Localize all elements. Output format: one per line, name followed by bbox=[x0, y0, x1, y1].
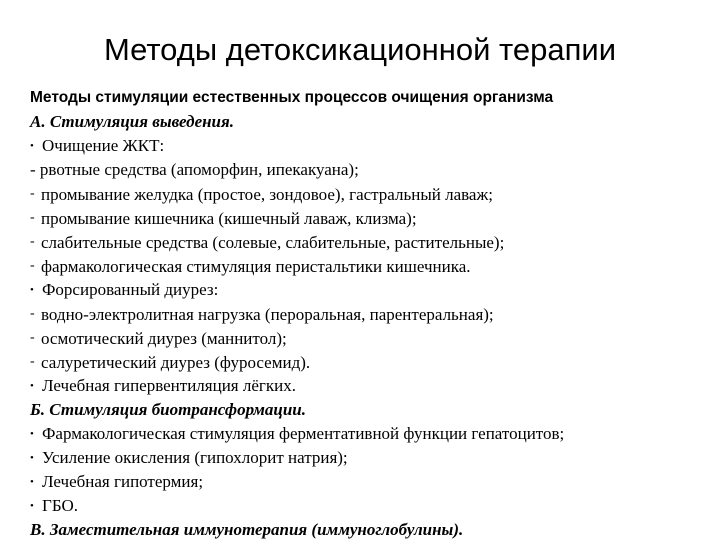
bullet-icon: • bbox=[30, 380, 34, 392]
slide-content bbox=[30, 86, 710, 540]
list-item bbox=[30, 470, 710, 494]
list-item bbox=[30, 230, 710, 254]
section-c-heading: В. Заместительная иммунотерапия (иммуноглобулины). bbox=[30, 520, 464, 539]
list-item bbox=[30, 134, 710, 158]
list-item-text: промывание кишечника (кишечный лаваж, клизма); bbox=[41, 209, 417, 228]
list-item-text: ГБО. bbox=[42, 496, 79, 515]
list-item-text: промывание желудка (простое, зондовое), гастральный лаваж; bbox=[41, 185, 493, 204]
list-item-text: - рвотные средства (апоморфин, ипекакуана); bbox=[30, 160, 359, 179]
dash-icon: - bbox=[30, 258, 35, 273]
list-item-text: Очищение ЖКТ: bbox=[42, 136, 165, 155]
list-item bbox=[30, 422, 710, 446]
dash-icon: - bbox=[30, 210, 35, 225]
dash-icon: - bbox=[30, 234, 35, 249]
dash-icon: - bbox=[30, 186, 35, 201]
list-item bbox=[30, 158, 710, 182]
list-item-text: Лечебная гипервентиляция лёгких. bbox=[42, 376, 296, 395]
list-item bbox=[30, 206, 710, 230]
list-item-text: Усиление окисления (гипохлорит натрия); bbox=[42, 448, 348, 467]
list-item bbox=[30, 182, 710, 206]
dash-icon: - bbox=[30, 354, 35, 369]
bullet-icon: • bbox=[30, 284, 34, 296]
list-item-text: Фармакологическая стимуляция ферментативной функции гепатоцитов; bbox=[42, 424, 565, 443]
section-b-heading: Б. Стимуляция биотрансформации. bbox=[30, 400, 306, 419]
bullet-icon: • bbox=[30, 140, 34, 152]
content-heading: Методы стимуляции естественных процессов очищения организма bbox=[30, 89, 554, 106]
dash-icon: - bbox=[30, 330, 35, 345]
list-item bbox=[30, 374, 710, 398]
list-item-text: водно-электролитная нагрузка (пероральная, парентеральная); bbox=[41, 305, 494, 324]
list-item-text: салуретический диурез (фуросемид). bbox=[41, 353, 311, 372]
list-item-text: Лечебная гипотермия; bbox=[42, 472, 204, 491]
list-item bbox=[30, 494, 710, 518]
dash-icon: - bbox=[30, 306, 35, 321]
list-item-text: фармакологическая стимуляция перистальтики кишечника. bbox=[41, 257, 471, 276]
list-item-text: слабительные средства (солевые, слабительные, растительные); bbox=[41, 233, 505, 252]
slide-title: Методы детоксикационной терапии bbox=[103, 32, 617, 67]
bullet-icon: • bbox=[30, 428, 34, 440]
list-item-text: осмотический диурез (маннитол); bbox=[41, 329, 287, 348]
list-item bbox=[30, 302, 710, 326]
bullet-icon: • bbox=[30, 452, 34, 464]
list-item-text: Форсированный диурез: bbox=[42, 280, 219, 299]
list-item bbox=[30, 326, 710, 350]
list-item bbox=[30, 278, 710, 302]
list-item bbox=[30, 350, 710, 374]
list-item bbox=[30, 254, 710, 278]
bullet-icon: • bbox=[30, 500, 34, 512]
list-item bbox=[30, 446, 710, 470]
bullet-icon: • bbox=[30, 476, 34, 488]
section-a-heading: А. Стимуляция выведения. bbox=[30, 112, 235, 131]
